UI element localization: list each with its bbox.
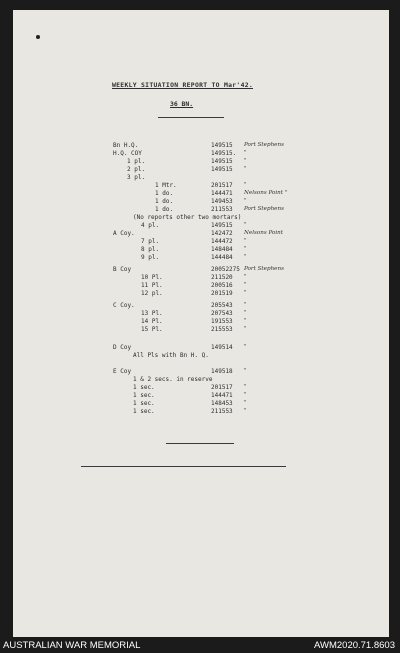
- map-reference: 148484: [211, 246, 233, 253]
- handwritten-location: ": [244, 368, 247, 374]
- handwritten-location: ": [244, 254, 247, 260]
- handwritten-location: Nelsons Point ": [244, 190, 288, 196]
- report-row: [0, 266, 400, 274]
- unit-label: 15 Pl.: [141, 326, 163, 333]
- handwritten-location: ": [244, 166, 247, 172]
- report-row: [0, 190, 400, 198]
- map-reference: 144471: [211, 190, 233, 197]
- handwritten-location: ": [244, 318, 247, 324]
- footer-bar: [0, 637, 400, 653]
- handwritten-location: ": [244, 198, 247, 204]
- handwritten-location: ": [244, 246, 247, 252]
- report-row: [0, 174, 400, 182]
- map-reference: 149515: [211, 142, 233, 149]
- unit-label: 14 Pl.: [141, 318, 163, 325]
- footer-archive-name: AUSTRALIAN WAR MEMORIAL: [3, 640, 141, 651]
- unit-label: 1 do.: [155, 190, 174, 197]
- map-reference: 149514: [211, 344, 233, 351]
- map-reference: 200516: [211, 282, 233, 289]
- unit-label: C Coy.: [113, 302, 135, 309]
- unit-label: E Coy: [113, 368, 132, 375]
- handwritten-location: ": [244, 238, 247, 244]
- handwritten-location: ": [244, 302, 247, 308]
- handwritten-location: ": [244, 384, 247, 390]
- handwritten-location: ": [244, 310, 247, 316]
- handwritten-location: Nelsons Point: [244, 230, 284, 236]
- report-row: [0, 282, 400, 290]
- unit-label: A Coy.: [113, 230, 135, 237]
- report-row: [0, 206, 400, 214]
- report-row: [0, 142, 400, 150]
- report-row: [0, 158, 400, 166]
- map-reference: 201519: [211, 290, 233, 297]
- report-row: [0, 150, 400, 158]
- map-reference: 207543: [211, 310, 233, 317]
- report-row: [0, 254, 400, 262]
- report-row: [0, 326, 400, 334]
- unit-label: 1 sec.: [133, 400, 155, 407]
- unit-label: 1 do.: [155, 206, 174, 213]
- report-row: [0, 230, 400, 238]
- report-row: [0, 344, 400, 352]
- report-row: [0, 384, 400, 392]
- unit-label: 11 Pl.: [141, 282, 163, 289]
- footer-reference: AWM2020.71.8603: [314, 640, 395, 651]
- unit-label: H.Q. COY: [113, 150, 142, 157]
- report-title: WEEKLY SITUATION REPORT TO Mar'42.: [112, 81, 254, 89]
- report-row: [0, 214, 400, 222]
- report-row: [0, 376, 400, 384]
- handwritten-location: ": [244, 222, 247, 228]
- report-row: [0, 352, 400, 360]
- map-reference: 149515: [211, 158, 233, 165]
- report-row: [0, 368, 400, 376]
- report-row: [0, 198, 400, 206]
- report-row: [0, 400, 400, 408]
- closing-divider: [166, 443, 234, 444]
- unit-label: 1 do.: [155, 198, 174, 205]
- battalion-subtitle: 36 BN.: [170, 100, 194, 108]
- handwritten-location: ": [244, 158, 247, 164]
- report-row: [0, 222, 400, 230]
- map-reference: 149518: [211, 368, 233, 375]
- map-reference: 148453: [211, 400, 233, 407]
- handwritten-location: ": [244, 290, 247, 296]
- map-reference: 144472: [211, 238, 233, 245]
- report-row: [0, 182, 400, 190]
- unit-label: 8 pl.: [141, 246, 160, 253]
- unit-label: 9 pl.: [141, 254, 160, 261]
- report-row: [0, 274, 400, 282]
- report-row: [0, 302, 400, 310]
- report-row: [0, 310, 400, 318]
- unit-label: 3 pl.: [127, 174, 146, 181]
- handwritten-location: ": [244, 326, 247, 332]
- unit-label: 1 pl.: [127, 158, 146, 165]
- handwritten-location: ": [244, 408, 247, 414]
- handwritten-location: Port Stephens: [244, 142, 284, 148]
- map-reference: 211553: [211, 408, 233, 415]
- handwritten-location: ": [244, 344, 247, 350]
- unit-label: 12 pl.: [141, 290, 163, 297]
- handwritten-location: ": [244, 182, 247, 188]
- unit-label: All Pls with Bn H. Q.: [133, 352, 209, 359]
- map-reference: 20052275: [211, 266, 240, 273]
- unit-label: 1 Mtr.: [155, 182, 177, 189]
- unit-label: B Coy: [113, 266, 132, 273]
- unit-label: 7 pl.: [141, 238, 160, 245]
- map-reference: 205543: [211, 302, 233, 309]
- unit-label: 4 pl.: [141, 222, 160, 229]
- handwritten-location: ": [244, 392, 247, 398]
- unit-label: 13 Pl.: [141, 310, 163, 317]
- unit-label: 1 sec.: [133, 392, 155, 399]
- unit-label: (No reports other two mortars): [133, 214, 242, 221]
- handwritten-location: ": [244, 282, 247, 288]
- map-reference: 191553: [211, 318, 233, 325]
- map-reference: 215553: [211, 326, 233, 333]
- report-row: [0, 290, 400, 298]
- unit-label: 1 & 2 secs. in reserve: [133, 376, 213, 383]
- report-row: [0, 318, 400, 326]
- map-reference: 142472: [211, 230, 233, 237]
- handwritten-location: Port Stephens: [244, 206, 284, 212]
- report-row: [0, 246, 400, 254]
- handwritten-location: ": [244, 400, 247, 406]
- unit-label: 10 Pl.: [141, 274, 163, 281]
- map-reference: 211520: [211, 274, 233, 281]
- map-reference: 144471: [211, 392, 233, 399]
- map-reference: 211553: [211, 206, 233, 213]
- report-row: [0, 408, 400, 416]
- unit-label: 1 sec.: [133, 384, 155, 391]
- map-reference: 149515: [211, 166, 233, 173]
- ink-mark: [36, 35, 40, 39]
- handwritten-location: Port Stephens: [244, 266, 284, 272]
- map-reference: 149453: [211, 198, 233, 205]
- unit-label: 1 sec.: [133, 408, 155, 415]
- map-reference: 149515: [211, 222, 233, 229]
- heading-divider: [158, 117, 224, 118]
- unit-label: Bn H.Q.: [113, 142, 139, 149]
- map-reference: 144484: [211, 254, 233, 261]
- report-row: [0, 166, 400, 174]
- map-reference: 149515.: [211, 150, 237, 157]
- bottom-rule: [81, 466, 286, 467]
- handwritten-location: ": [244, 150, 247, 156]
- map-reference: 201517: [211, 384, 233, 391]
- unit-label: 2 pl.: [127, 166, 146, 173]
- unit-label: D Coy: [113, 344, 132, 351]
- report-row: [0, 238, 400, 246]
- handwritten-location: ": [244, 274, 247, 280]
- map-reference: 201517: [211, 182, 233, 189]
- report-row: [0, 392, 400, 400]
